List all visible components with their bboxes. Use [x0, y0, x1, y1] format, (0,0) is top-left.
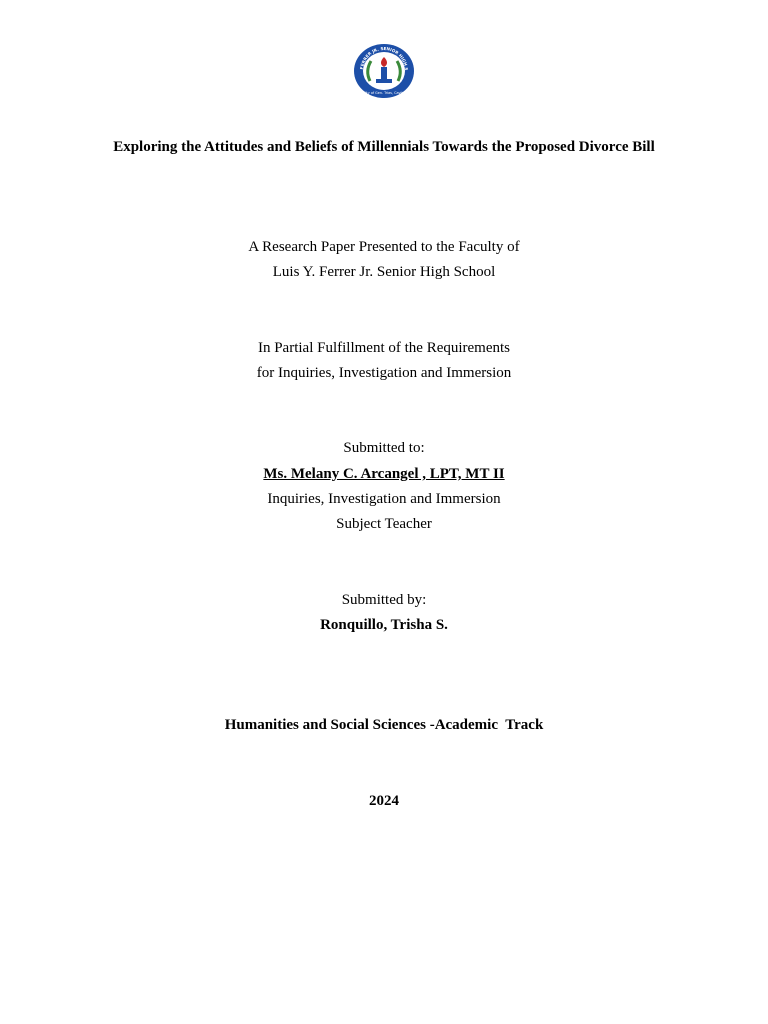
seal-ring-bottom-text: City of Gen. Trias, Cavite	[363, 91, 405, 95]
adviser-subject: Inquiries, Investigation and Immersion	[267, 491, 501, 507]
paper-title: Exploring the Attitudes and Beliefs of Millennials Towards the Proposed Divorce Bill	[113, 139, 655, 155]
adviser-role: Subject Teacher	[336, 516, 432, 532]
seal-ring-text: FERRER JR. SENIOR HIGH S	[359, 45, 410, 71]
torch-handle-icon	[381, 67, 387, 79]
presented-line-2: Luis Y. Ferrer Jr. Senior High School	[272, 264, 496, 280]
fulfillment-line-2: for Inquiries, Investigation and Immersion	[256, 365, 512, 381]
presented-line-1: A Research Paper Presented to the Faculty of	[248, 239, 520, 255]
submitted-to-label: Submitted to:	[343, 440, 425, 456]
academic-track: Humanities and Social Sciences -Academic Track	[224, 717, 544, 733]
adviser-name: Ms. Melany C. Arcangel , LPT, MT II	[263, 466, 505, 482]
author-name: Ronquillo, Trisha S.	[320, 617, 448, 633]
fulfillment-line-1: In Partial Fulfillment of the Requirements	[257, 340, 511, 356]
submitted-by-label: Submitted by:	[341, 592, 427, 608]
year: 2024	[369, 793, 399, 809]
seal-base-icon	[376, 79, 392, 83]
school-seal-logo	[352, 43, 416, 99]
